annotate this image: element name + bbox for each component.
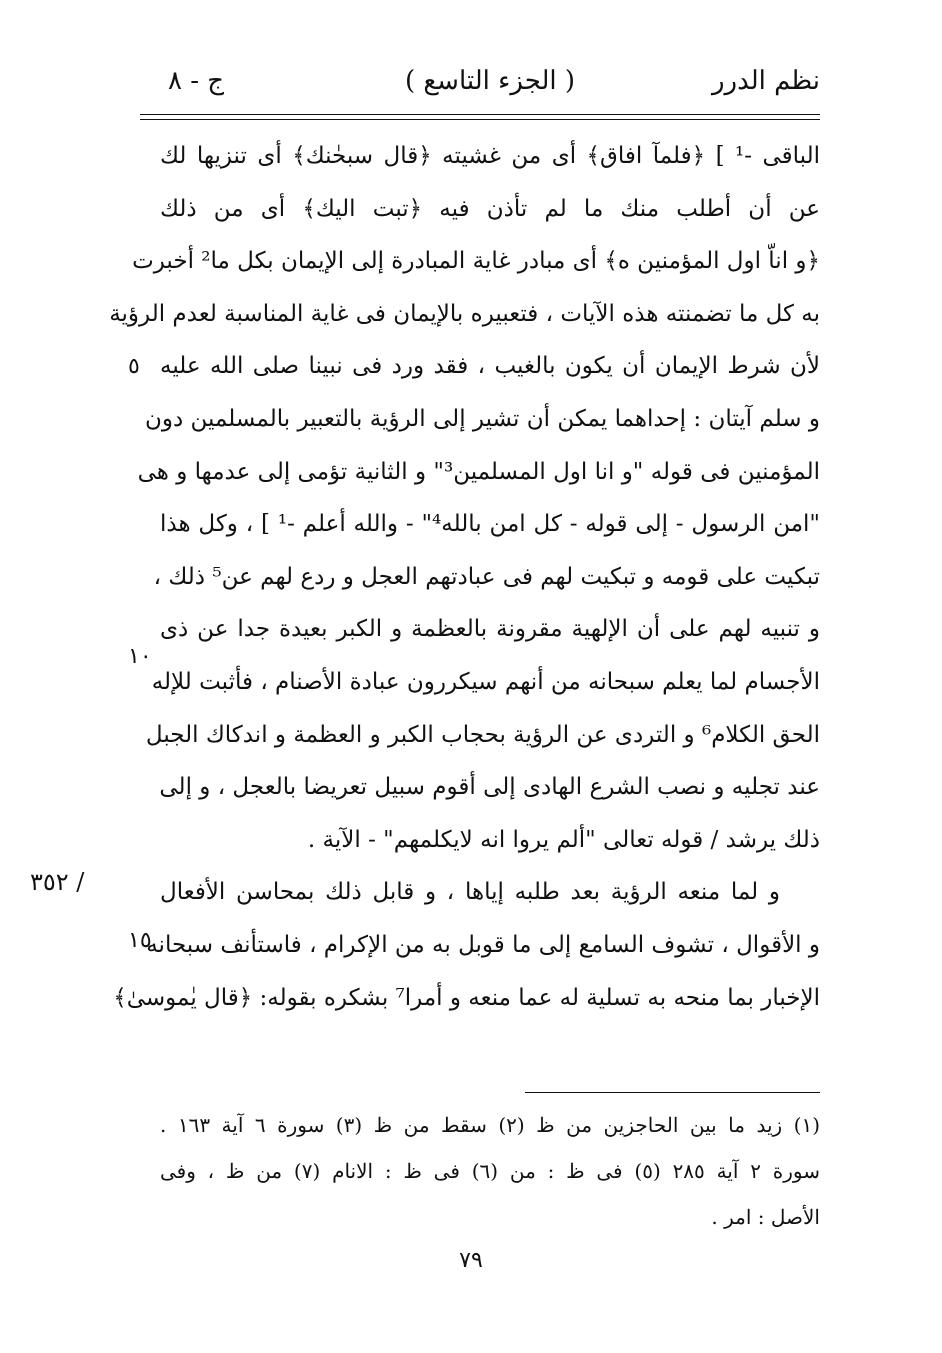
text-line: و الأقوال ، تشوف السامع إلى ما قوبل به من الإكرام ، فاستأنف سبحانه [146,931,820,958]
footnote-line: (١) زيد ما بين الحاجزين من ظ (٢) سقط من ظ (٣) سورة ٦ آية ١٦٣ . [160,1113,821,1137]
text-line: تبكيت على قومه و تبكيت لهم فى عبادتهم العجل و ردع لهم عن⁵ ذلك ، [153,563,820,590]
volume-number: ج - ٨ [168,66,225,96]
margin-page-reference: / ٣٥٢ [30,868,85,896]
text-line: و سلم آيتان : إحداهما يمكن أن تشير إلى الرؤية بالتعبير بالمسلمين دون [144,405,820,432]
text-line: به كل ما تضمنته هذه الآيات ، فتعبيره بالإيمان فى غاية المناسبة لعدم الرؤية [109,300,820,327]
text-line: لأن شرط الإيمان أن يكون بالغيب ، فقد ورد فى نبينا صلى الله عليه [160,353,820,380]
header-rule-top [140,114,820,115]
part-title: ( الجزء التاسع ) [404,66,576,96]
text-line: الباقى -¹ ] ﴿فلمآ افاق﴾ أى من غشيته ﴿قال سبحٰنك﴾ أى تنزيها لك [160,143,820,169]
line-number-15: ١٥ [128,928,152,953]
footnote-separator [525,1092,820,1093]
text-line: ذلك يرشد / قوله تعالى "ألم يروا انه لايكلمهم" - الآية . [307,826,820,853]
text-line: "امن الرسول - إلى قوله - كل امن بالله⁴" - والله أعلم -¹ ] ، وكل هذا [160,511,820,538]
header-rule-bottom [140,119,820,120]
text-line: الإخبار بما منحه به تسلية له عما منعه و أمرا⁷ بشكره بقوله: ﴿قال يٰموسىٰ﴾ [113,984,820,1011]
footnote-line: سورة ٢ آية ٢٨٥ (٥) فى ظ : من (٦) فى ظ : الانام (٧) من ظ ، وفى [160,1159,820,1183]
line-number-10: ١٠ [128,644,152,669]
text-line: المؤمنين فى قوله "و انا اول المسلمين³" و الثانية تؤمى إلى عدمها و هى [137,458,820,485]
text-line: و تنبيه لهم على أن الإلهية مقرونة بالعظمة و الكبر بعيدة جدا عن ذى [160,616,820,643]
footnotes [160,1102,820,1240]
text-line: عن أن أطلب منك ما لم تأذن فيه ﴿تبت اليك﴾ أى من ذلك [160,195,820,222]
page-number: ٧٩ [459,1248,483,1273]
line-number-5: ٥ [128,354,140,379]
text-line: الحق الكلام⁶ و التردى عن الرؤية بحجاب الكبر و العظمة و اندكاك الجبل [145,721,820,748]
book-title: نظم الدرر [711,66,820,96]
running-header [160,66,820,106]
text-line: و لما منعه الرؤية بعد طلبه إياها ، و قابل ذلك بمحاسن الأفعال [160,879,780,906]
footnote-line: الأصل : امر . [711,1205,820,1229]
text-line: عند تجليه و نصب الشرع الهادى إلى أقوم سبيل تعريضا بالعجل ، و إلى [159,774,820,801]
text-line: الأجسام لما يعلم سبحانه من أنهم سيكررون عبادة الأصنام ، فأثبت للإله [151,668,820,695]
text-line: ﴿و اناّ اول المؤمنين ه﴾ أى مبادر غاية المبادرة إلى الإيمان بكل ما² أخبرت [132,248,820,275]
